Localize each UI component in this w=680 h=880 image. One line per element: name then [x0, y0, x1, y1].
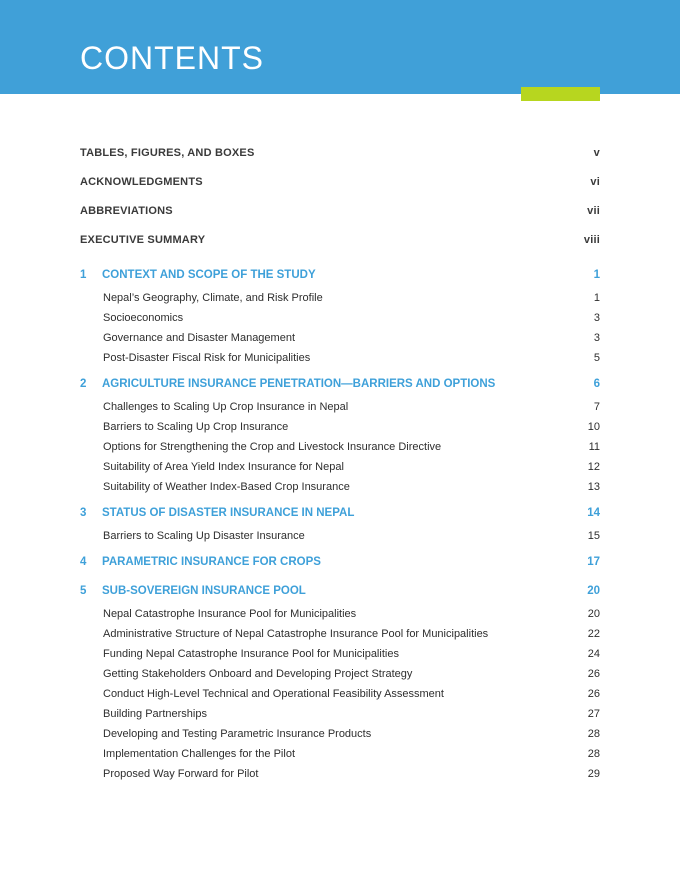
toc-entry[interactable] [80, 205, 600, 234]
chapter-title: PARAMETRIC INSURANCE FOR CROPS [102, 556, 321, 568]
front-matter-list [80, 147, 600, 263]
toc-entry-label: ACKNOWLEDGMENTS [80, 176, 203, 188]
chapter-title: CONTEXT AND SCOPE OF THE STUDY [102, 269, 316, 281]
section-page: 26 [587, 688, 600, 700]
section-entry[interactable] [80, 648, 600, 668]
toc-entry-page: viii [583, 234, 600, 246]
section-label: Proposed Way Forward for Pilot [103, 768, 259, 780]
section-page: 28 [587, 728, 600, 740]
chapter-list [80, 269, 600, 788]
section-page: 15 [587, 530, 600, 542]
chapter-number: 5 [80, 585, 87, 597]
chapter-heading-left [80, 585, 306, 597]
section-page: 11 [588, 441, 600, 453]
chapter-heading-left [80, 556, 321, 568]
section-page: 5 [593, 352, 600, 364]
chapter-page: 1 [593, 269, 600, 281]
section-label: Administrative Structure of Nepal Catastrophe Insurance Pool for Municipalities [103, 628, 489, 640]
chapter-page: 17 [587, 556, 600, 568]
section-entry[interactable] [80, 688, 600, 708]
chapter-heading[interactable] [80, 585, 600, 608]
toc-entry-label: EXECUTIVE SUMMARY [80, 234, 206, 246]
table-of-contents [80, 147, 600, 788]
section-page: 13 [587, 481, 600, 493]
section-page: 7 [593, 401, 600, 413]
section-entry[interactable] [80, 332, 600, 352]
toc-entry[interactable] [80, 234, 600, 263]
section-entry[interactable] [80, 312, 600, 332]
toc-entry-page: vi [590, 176, 600, 188]
section-entry[interactable] [80, 401, 600, 421]
chapter-number: 1 [80, 269, 87, 281]
section-page: 22 [587, 628, 600, 640]
section-page: 24 [587, 648, 600, 660]
chapter-heading[interactable] [80, 269, 600, 292]
section-label: Barriers to Scaling Up Disaster Insurance [103, 530, 305, 542]
chapter-page: 14 [587, 507, 600, 519]
section-entry[interactable] [80, 748, 600, 768]
toc-entry-label: ABBREVIATIONS [80, 205, 173, 217]
section-entry[interactable] [80, 461, 600, 481]
section-label: Suitability of Weather Index-Based Crop Insurance [103, 481, 350, 493]
section-entry[interactable] [80, 421, 600, 441]
section-page: 26 [587, 668, 600, 680]
section-entry[interactable] [80, 441, 600, 461]
chapter-number: 3 [80, 507, 87, 519]
chapter-block [80, 585, 600, 788]
section-label: Barriers to Scaling Up Crop Insurance [103, 421, 289, 433]
section-label: Getting Stakeholders Onboard and Developing Project Strategy [103, 668, 413, 680]
accent-bar [521, 87, 600, 101]
section-label: Options for Strengthening the Crop and Livestock Insurance Directive [103, 441, 442, 453]
chapter-title: STATUS OF DISASTER INSURANCE IN NEPAL [102, 507, 355, 519]
chapter-page: 20 [587, 585, 600, 597]
section-label: Building Partnerships [103, 708, 207, 720]
section-page: 1 [593, 292, 600, 304]
section-label: Challenges to Scaling Up Crop Insurance in Nepal [103, 401, 349, 413]
section-entry[interactable] [80, 352, 600, 372]
chapter-block [80, 556, 600, 579]
section-entry[interactable] [80, 628, 600, 648]
chapter-title: SUB-SOVEREIGN INSURANCE POOL [102, 585, 306, 597]
page-title: CONTENTS [80, 40, 264, 76]
section-label: Suitability of Area Yield Index Insurance for Nepal [103, 461, 344, 473]
chapter-heading-left [80, 507, 354, 519]
toc-entry[interactable] [80, 147, 600, 176]
section-page: 12 [587, 461, 600, 473]
chapter-block [80, 378, 600, 501]
chapter-block [80, 269, 600, 372]
chapter-number: 2 [80, 378, 87, 390]
section-label: Nepal Catastrophe Insurance Pool for Municipalities [103, 608, 357, 620]
section-entry[interactable] [80, 668, 600, 688]
chapter-title: AGRICULTURE INSURANCE PENETRATION—BARRIERS AND OPTIONS [102, 378, 496, 390]
section-label: Conduct High-Level Technical and Operational Feasibility Assessment [103, 688, 444, 700]
section-page: 3 [593, 332, 600, 344]
section-entry[interactable] [80, 292, 600, 312]
chapter-heading[interactable] [80, 378, 600, 401]
section-label: Governance and Disaster Management [103, 332, 295, 344]
section-label: Post-Disaster Fiscal Risk for Municipalities [103, 352, 311, 364]
chapter-heading[interactable] [80, 507, 600, 530]
section-page: 27 [587, 708, 600, 720]
section-entry[interactable] [80, 530, 600, 550]
section-entry[interactable] [80, 728, 600, 748]
section-label: Developing and Testing Parametric Insurance Products [103, 728, 372, 740]
section-entry[interactable] [80, 608, 600, 628]
chapter-block [80, 507, 600, 550]
section-label: Funding Nepal Catastrophe Insurance Pool for Municipalities [103, 648, 399, 660]
section-label: Socioeconomics [103, 312, 184, 324]
section-page: 20 [587, 608, 600, 620]
section-entry[interactable] [80, 768, 600, 788]
section-entry[interactable] [80, 481, 600, 501]
chapter-page: 6 [593, 378, 600, 390]
chapter-heading-left [80, 378, 495, 390]
section-page: 3 [593, 312, 600, 324]
section-label: Implementation Challenges for the Pilot [103, 748, 295, 760]
chapter-heading-left [80, 269, 316, 281]
chapter-number: 4 [80, 556, 87, 568]
toc-entry-page: vii [587, 205, 600, 217]
section-page: 10 [587, 421, 600, 433]
toc-entry[interactable] [80, 176, 600, 205]
section-label: Nepal’s Geography, Climate, and Risk Profile [103, 292, 323, 304]
section-entry[interactable] [80, 708, 600, 728]
section-page: 28 [587, 748, 600, 760]
toc-entry-page: v [593, 147, 600, 159]
toc-entry-label: TABLES, FIGURES, AND BOXES [80, 147, 255, 159]
section-page: 29 [587, 768, 600, 780]
chapter-heading[interactable] [80, 556, 600, 579]
